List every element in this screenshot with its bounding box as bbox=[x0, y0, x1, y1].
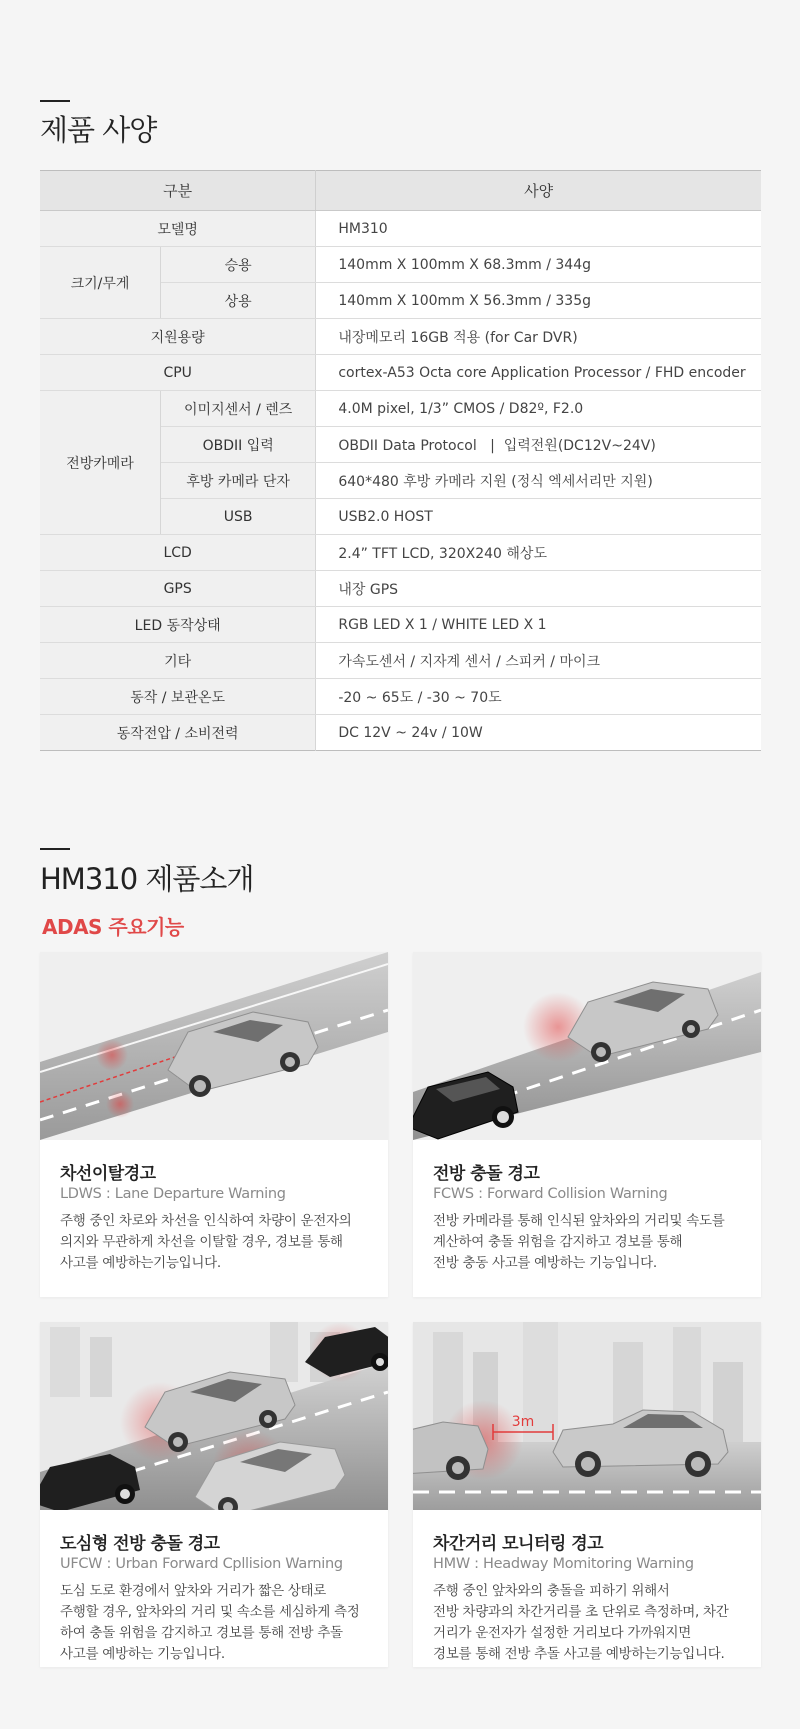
row-sub-label: 상용 bbox=[161, 283, 316, 319]
hmw-illustration bbox=[413, 1322, 761, 1510]
spec-table-header bbox=[40, 171, 761, 211]
row-value: USB2.0 HOST bbox=[316, 499, 761, 535]
table-row bbox=[40, 211, 761, 247]
card-description: 주행 중인 차로와 차선을 인식하여 차량이 운전자의 의지와 무관하게 차선을 이탈할 경우, 경보를 통해 사고를 예방하는기능입니다. bbox=[60, 1213, 352, 1271]
row-label: 모델명 bbox=[40, 211, 316, 247]
row-value: 2.4” TFT LCD, 320X240 해상도 bbox=[316, 535, 761, 571]
ldws-illustration bbox=[40, 952, 388, 1140]
table-row bbox=[40, 319, 761, 355]
table-row bbox=[40, 715, 761, 751]
row-sub-label: USB bbox=[161, 499, 316, 535]
feature-card-ldws bbox=[40, 952, 388, 1297]
table-row bbox=[40, 607, 761, 643]
card-title: 도심형 전방 충돌 경고 bbox=[60, 1534, 220, 1554]
table-row bbox=[40, 643, 761, 679]
card-title: 차간거리 모니터링 경고 bbox=[433, 1534, 604, 1554]
ufcw-illustration bbox=[40, 1322, 388, 1510]
row-label: GPS bbox=[40, 571, 316, 607]
row-value: OBDII Data Protocol | 입력전원(DC12V~24V) bbox=[316, 427, 761, 463]
card-title: 전방 충돌 경고 bbox=[433, 1164, 540, 1184]
row-value: 4.0M pixel, 1/3” CMOS / D82º, F2.0 bbox=[316, 391, 761, 427]
card-subtitle: HMW : Headway Momitoring Warning bbox=[433, 1556, 694, 1572]
row-label: LCD bbox=[40, 535, 316, 571]
card-description: 주행 중인 앞차와의 충돌을 피하기 위해서 전방 차량과의 차간거리를 초 단위로 측정하며, 차간 거리가 운전자가 설정한 거리보다 가까워지면 경보를 통해 전방 추돌 사고를 예방하는기능입니다. bbox=[433, 1583, 729, 1662]
table-row bbox=[40, 391, 761, 427]
row-value: 가속도센서 / 지자계 센서 / 스피커 / 마이크 bbox=[316, 643, 761, 679]
row-sub-label: 이미지센서 / 렌즈 bbox=[161, 391, 316, 427]
section-title-bar bbox=[40, 848, 70, 850]
table-row bbox=[40, 679, 761, 715]
spec-header-category: 구분 bbox=[40, 171, 316, 211]
card-description: 도심 도로 환경에서 앞차와 거리가 짧은 상태로 주행할 경우, 앞차와의 거리 및 속소를 세심하게 측정 하여 충돌 위험을 감지하고 경보를 통해 전방 추돌 사고를 예방하는 기능입니다. bbox=[60, 1583, 360, 1662]
row-value: cortex-A53 Octa core Application Processor / FHD encoder bbox=[316, 355, 761, 391]
spec-section-title: 제품 사양 bbox=[40, 113, 157, 147]
card-subtitle: FCWS : Forward Collision Warning bbox=[433, 1186, 668, 1202]
spec-table bbox=[40, 170, 761, 751]
table-row bbox=[40, 535, 761, 571]
spec-header-spec: 사양 bbox=[316, 171, 761, 211]
row-value: HM310 bbox=[316, 211, 761, 247]
table-row bbox=[40, 571, 761, 607]
row-label: CPU bbox=[40, 355, 316, 391]
row-label: 기타 bbox=[40, 643, 316, 679]
intro-section-title: HM310 제품소개 bbox=[40, 862, 254, 896]
row-sub-label: 후방 카메라 단자 bbox=[161, 463, 316, 499]
fcws-illustration bbox=[413, 952, 761, 1140]
row-value: 640*480 후방 카메라 지원 (정식 엑세서리만 지원) bbox=[316, 463, 761, 499]
row-label: 동작 / 보관온도 bbox=[40, 679, 316, 715]
card-subtitle: UFCW : Urban Forward Cpllision Warning bbox=[60, 1556, 343, 1572]
row-value: 내장 GPS bbox=[316, 571, 761, 607]
table-row bbox=[40, 247, 761, 283]
row-label: 지원용량 bbox=[40, 319, 316, 355]
row-group-label: 크기/무게 bbox=[40, 247, 161, 319]
row-value: 140mm X 100mm X 68.3mm / 344g bbox=[316, 247, 761, 283]
row-group-label: 전방카메라 bbox=[40, 391, 161, 535]
table-row bbox=[40, 355, 761, 391]
row-label: 동작전압 / 소비전력 bbox=[40, 715, 316, 751]
card-description: 전방 카메라를 통해 인식된 앞차와의 거리및 속도를 계산하여 충돌 위험을 감지하고 경보를 통해 전방 충동 사고를 예방하는 기능입니다. bbox=[433, 1213, 725, 1271]
card-subtitle: LDWS : Lane Departure Warning bbox=[60, 1186, 286, 1202]
adas-subtitle: ADAS 주요기능 bbox=[42, 915, 184, 939]
row-sub-label: 승용 bbox=[161, 247, 316, 283]
section-title-bar bbox=[40, 100, 70, 102]
row-value: -20 ~ 65도 / -30 ~ 70도 bbox=[316, 679, 761, 715]
row-value: DC 12V ~ 24v / 10W bbox=[316, 715, 761, 751]
row-sub-label: OBDII 입력 bbox=[161, 427, 316, 463]
row-value: 내장메모리 16GB 적용 (for Car DVR) bbox=[316, 319, 761, 355]
distance-label: 3m bbox=[511, 1414, 535, 1430]
feature-card-fcws bbox=[413, 952, 761, 1297]
row-label: LED 동작상태 bbox=[40, 607, 316, 643]
feature-card-hmw bbox=[413, 1322, 761, 1667]
feature-card-ufcw bbox=[40, 1322, 388, 1667]
card-title: 차선이탈경고 bbox=[60, 1164, 156, 1184]
row-value: RGB LED X 1 / WHITE LED X 1 bbox=[316, 607, 761, 643]
row-value: 140mm X 100mm X 56.3mm / 335g bbox=[316, 283, 761, 319]
